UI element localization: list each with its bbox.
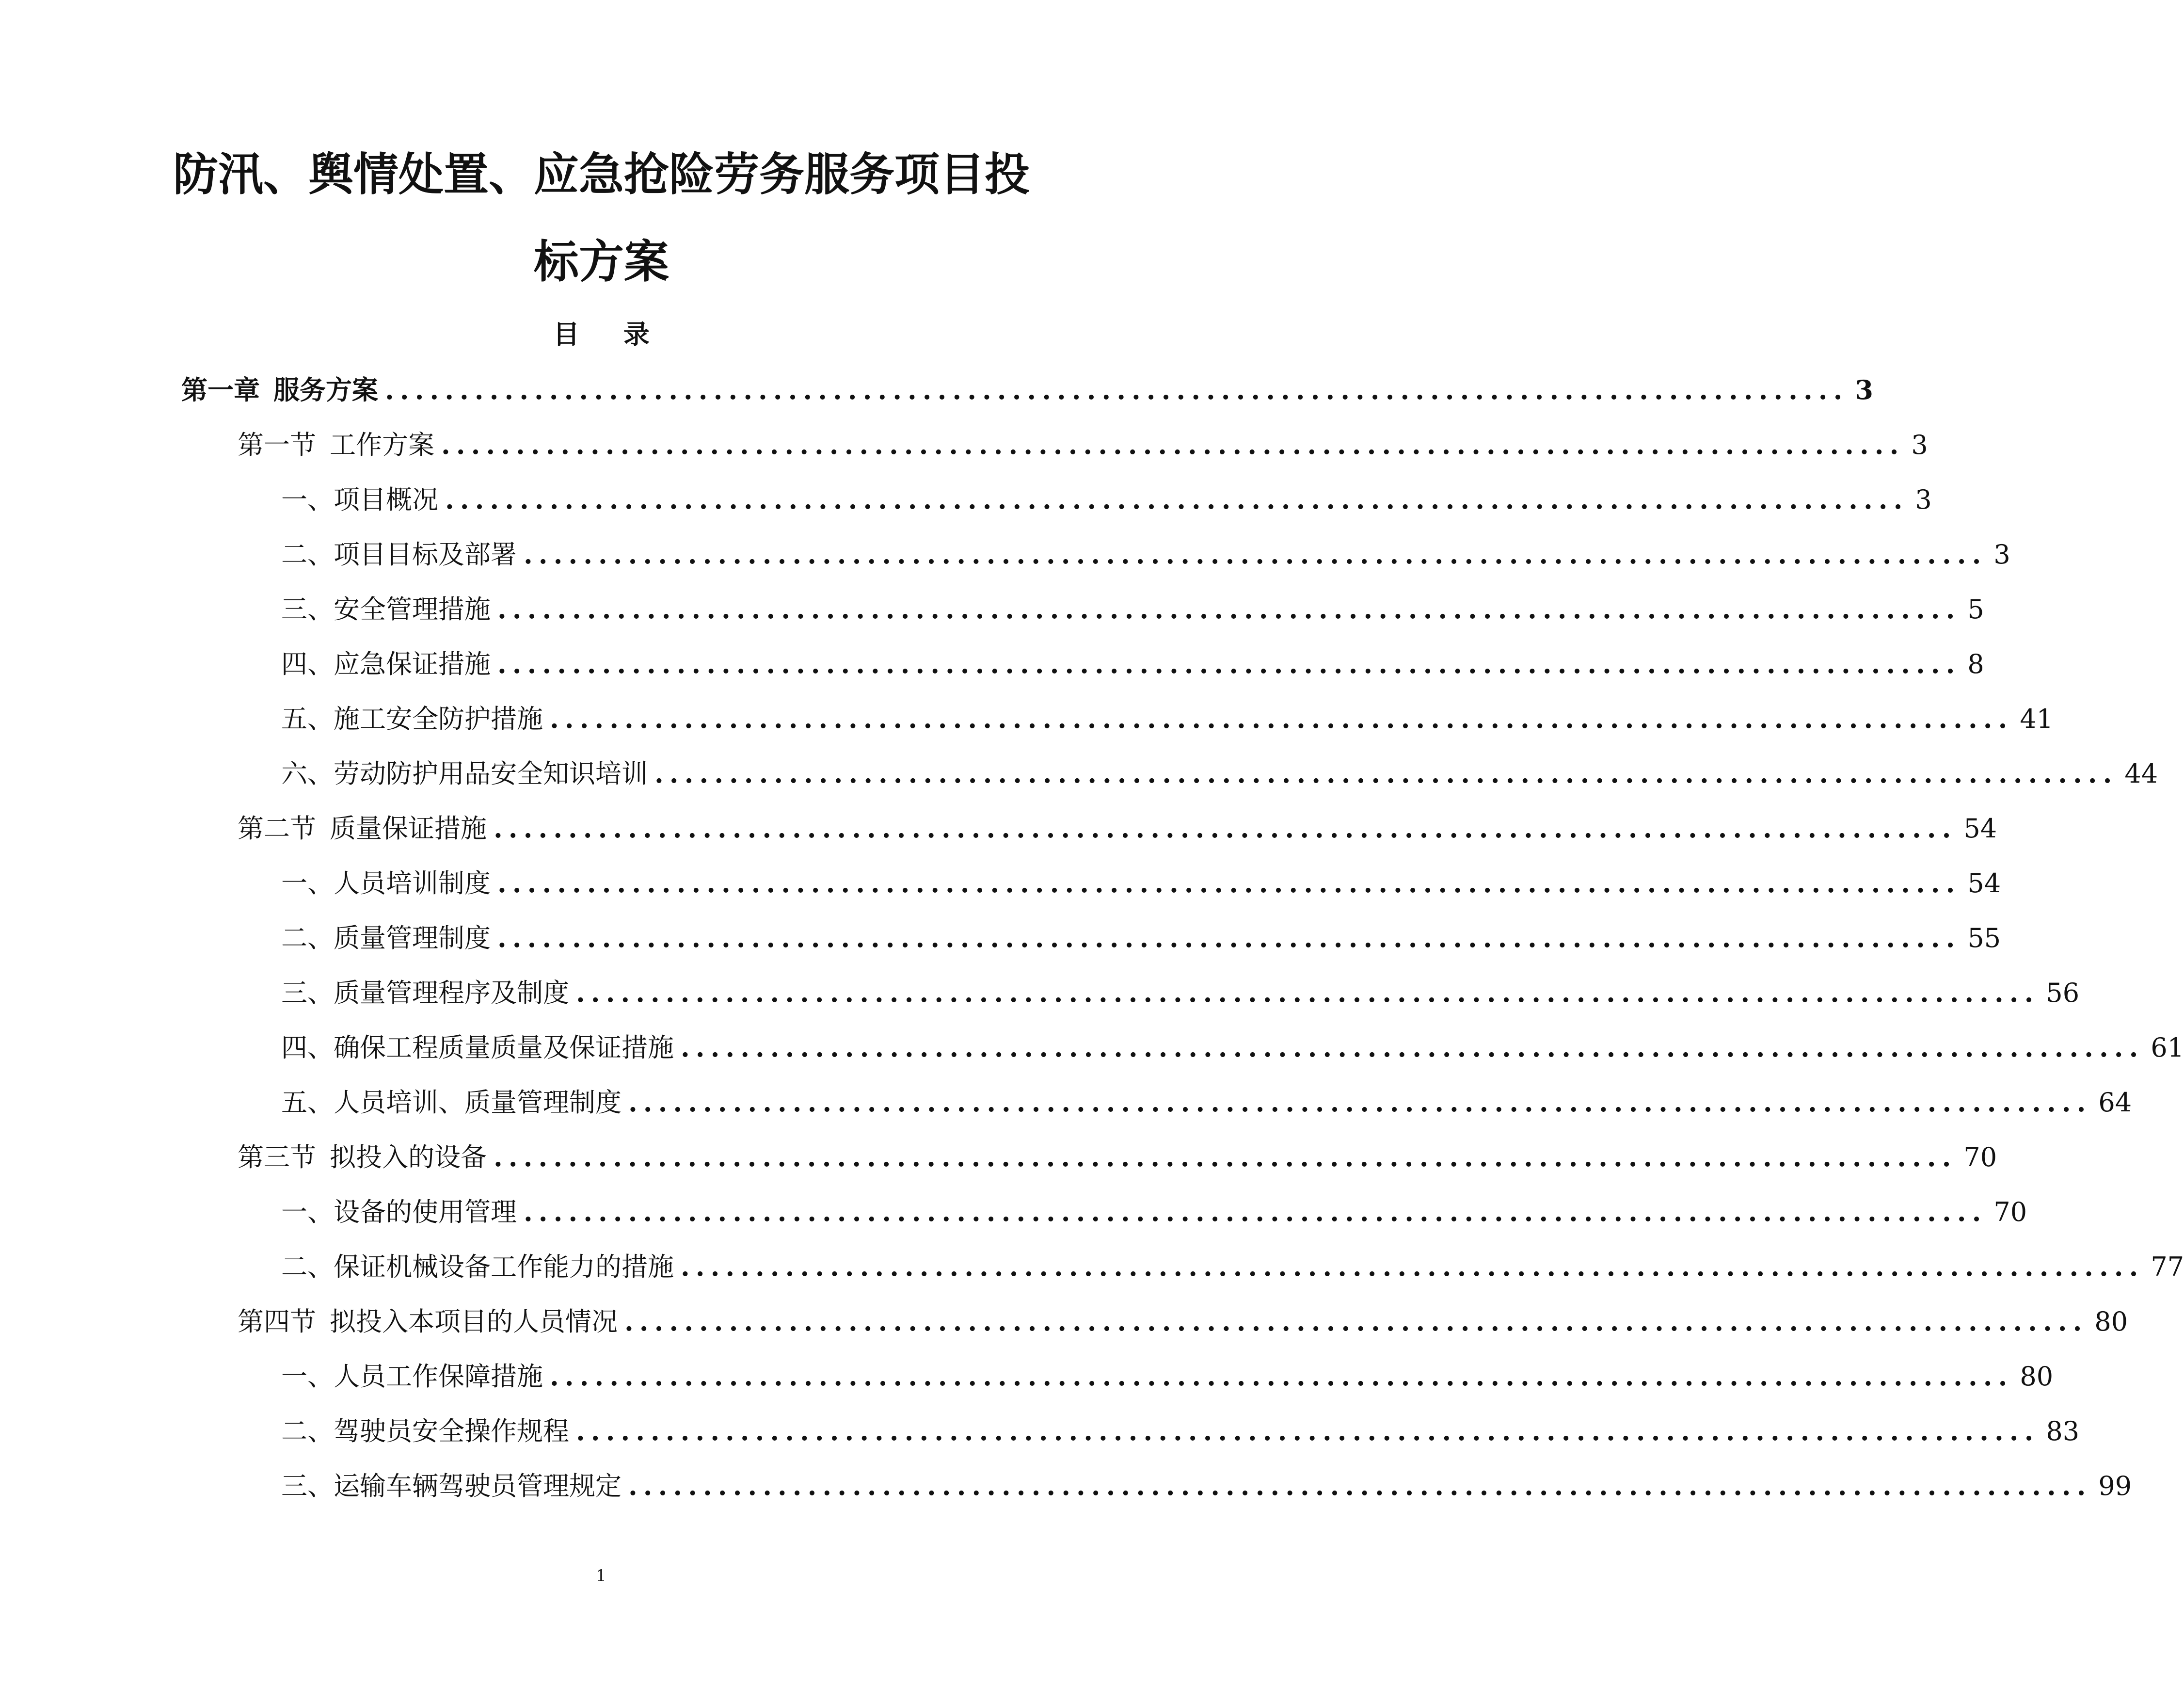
toc-leader-dots: .................................................................................................. <box>497 594 1961 625</box>
toc-entry-page: 5 <box>1967 594 1984 625</box>
toc-leader-dots: .................................................................................................. <box>681 1032 2144 1063</box>
toc-entry-section-1[interactable] <box>238 425 1928 464</box>
toc-entry-page: 80 <box>2094 1306 2128 1337</box>
toc-leader-dots: .................................................................................................. <box>494 1141 1957 1172</box>
page-number: 1 <box>596 1566 606 1586</box>
toc-entry-title: 设备的使用管理 <box>334 1197 517 1227</box>
toc-entry-subsection[interactable] <box>281 754 2158 793</box>
toc-entry-title: 运输车辆驾驶员管理规定 <box>334 1471 622 1501</box>
toc-entry-title: 应急保证措施 <box>334 649 491 679</box>
toc-entry-title: 确保工程质量质量及保证措施 <box>334 1032 674 1063</box>
toc-entry-subsection[interactable] <box>281 590 1984 628</box>
toc-entry-subsection[interactable] <box>281 864 2001 902</box>
toc-entry-page: 3 <box>1911 430 1928 460</box>
toc-entry-page: 54 <box>1967 868 2001 899</box>
toc-entry-title: 驾驶员安全操作规程 <box>334 1416 569 1446</box>
toc-entry-subsection[interactable] <box>281 1412 2080 1450</box>
toc-leader-dots: .................................................................................................. <box>524 539 1987 570</box>
toc-entry-page: 55 <box>1967 923 2001 953</box>
document-title-line-2: 标方案 <box>534 236 669 288</box>
toc-entry-label: 六、 <box>281 758 334 789</box>
toc-entry-label: 四、 <box>281 649 334 679</box>
toc-leader-dots: .................................................................................................. <box>497 867 1961 899</box>
toc-entry-chapter-1[interactable] <box>181 370 1873 409</box>
toc-entry-subsection[interactable] <box>281 480 1932 519</box>
toc-entry-title: 项目目标及部署 <box>334 539 517 570</box>
toc-entry-subsection[interactable] <box>281 644 1984 683</box>
toc-leader-dots: .................................................................................................. <box>550 1361 2013 1392</box>
toc-entry-page: 3 <box>1993 539 2010 570</box>
toc-heading: 目 录 <box>553 319 667 350</box>
toc-entry-page: 70 <box>1993 1197 2027 1227</box>
toc-entry-title: 项目概况 <box>334 484 438 515</box>
toc-entry-label: 三、 <box>281 594 334 625</box>
toc-entry-page: 61 <box>2151 1032 2184 1063</box>
toc-entry-label: 五、 <box>281 1087 334 1118</box>
toc-entry-label: 五、 <box>281 704 334 734</box>
toc-entry-title: 质量管理程序及制度 <box>334 978 569 1008</box>
toc-entry-title: 拟投入的设备 <box>330 1142 487 1172</box>
toc-entry-section-2[interactable] <box>238 809 1997 848</box>
toc-entry-label: 二、 <box>281 923 334 953</box>
toc-entry-page: 41 <box>2020 704 2054 734</box>
toc-entry-label: 第一章 <box>181 375 260 405</box>
document-title-line-1: 防汛、舆情处置、应急抢险劳务服务项目投 <box>173 148 1030 201</box>
toc-leader-dots: .................................................................................................. <box>550 703 2013 734</box>
toc-leader-dots: .................................................................................................. <box>385 374 1849 405</box>
toc-entry-subsection[interactable] <box>281 1083 2132 1122</box>
toc-entry-page: 54 <box>1963 813 1997 844</box>
toc-leader-dots: .................................................................................................. <box>681 1251 2144 1282</box>
toc-leader-dots: .................................................................................................. <box>628 1087 2092 1118</box>
toc-entry-title: 质量管理制度 <box>334 923 491 953</box>
toc-entry-label: 三、 <box>281 978 334 1008</box>
toc-entry-label: 二、 <box>281 1252 334 1282</box>
toc-entry-page: 80 <box>2020 1361 2054 1392</box>
toc-entry-title: 服务方案 <box>273 375 378 405</box>
toc-entry-section-3[interactable] <box>238 1138 1997 1176</box>
toc-entry-title: 人员工作保障措施 <box>334 1361 543 1392</box>
toc-entry-label: 第一节 <box>238 430 316 460</box>
toc-entry-label: 第二节 <box>238 813 316 844</box>
toc-leader-dots: .................................................................................................. <box>497 648 1961 679</box>
toc-entry-page: 99 <box>2098 1471 2132 1501</box>
toc-entry-title: 施工安全防护措施 <box>334 704 543 734</box>
toc-entry-label: 二、 <box>281 539 334 570</box>
toc-entry-page: 77 <box>2151 1252 2184 1282</box>
toc-entry-label: 一、 <box>281 868 334 899</box>
toc-entry-subsection[interactable] <box>281 1028 2184 1067</box>
toc-entry-subsection[interactable] <box>281 1357 2054 1396</box>
toc-entry-label: 第四节 <box>238 1306 316 1337</box>
toc-entry-page: 3 <box>1915 484 1932 515</box>
toc-entry-title: 工作方案 <box>330 430 434 460</box>
toc-entry-subsection[interactable] <box>281 699 2054 738</box>
toc-entry-label: 三、 <box>281 1471 334 1501</box>
toc-entry-title: 劳动防护用品安全知识培训 <box>334 758 648 789</box>
toc-leader-dots: .................................................................................................. <box>445 484 1909 515</box>
toc-entry-title: 质量保证措施 <box>330 813 487 844</box>
toc-entry-page: 56 <box>2046 978 2080 1008</box>
toc-leader-dots: .................................................................................................. <box>576 977 2040 1008</box>
toc-entry-label: 二、 <box>281 1416 334 1446</box>
toc-leader-dots: .................................................................................................. <box>497 922 1961 953</box>
toc-entry-title: 人员培训制度 <box>334 868 491 899</box>
toc-leader-dots: .................................................................................................. <box>524 1196 1987 1227</box>
toc-entry-section-4[interactable] <box>238 1302 2128 1341</box>
toc-entry-label: 一、 <box>281 484 334 515</box>
toc-entry-label: 一、 <box>281 1197 334 1227</box>
toc-entry-title: 人员培训、质量管理制度 <box>334 1087 622 1118</box>
toc-leader-dots: .................................................................................................. <box>576 1415 2040 1446</box>
toc-entry-page: 83 <box>2046 1416 2080 1446</box>
toc-entry-title: 安全管理措施 <box>334 594 491 625</box>
toc-leader-dots: .................................................................................................. <box>628 1470 2092 1501</box>
toc-leader-dots: .................................................................................................. <box>624 1306 2088 1337</box>
toc-leader-dots: .................................................................................................. <box>654 758 2118 789</box>
toc-entry-subsection[interactable] <box>281 1192 2027 1231</box>
toc-entry-subsection[interactable] <box>281 918 2001 957</box>
toc-entry-title: 拟投入本项目的人员情况 <box>330 1306 618 1337</box>
toc-entry-label: 一、 <box>281 1361 334 1392</box>
toc-entry-subsection[interactable] <box>281 535 2010 574</box>
toc-entry-page: 64 <box>2098 1087 2132 1118</box>
toc-entry-page: 70 <box>1963 1142 1997 1172</box>
toc-leader-dots: .................................................................................................. <box>494 813 1957 844</box>
toc-entry-title: 保证机械设备工作能力的措施 <box>334 1252 674 1282</box>
toc-entry-label: 第三节 <box>238 1142 316 1172</box>
toc-entry-subsection[interactable] <box>281 1247 2184 1286</box>
toc-entry-subsection[interactable] <box>281 1466 2132 1505</box>
toc-entry-page: 3 <box>1855 374 1873 405</box>
toc-entry-subsection[interactable] <box>281 973 2080 1012</box>
toc-entry-page: 8 <box>1967 649 1984 679</box>
toc-leader-dots: .................................................................................................. <box>441 429 1905 460</box>
toc-entry-page: 44 <box>2124 758 2158 789</box>
toc-entry-label: 四、 <box>281 1032 334 1063</box>
